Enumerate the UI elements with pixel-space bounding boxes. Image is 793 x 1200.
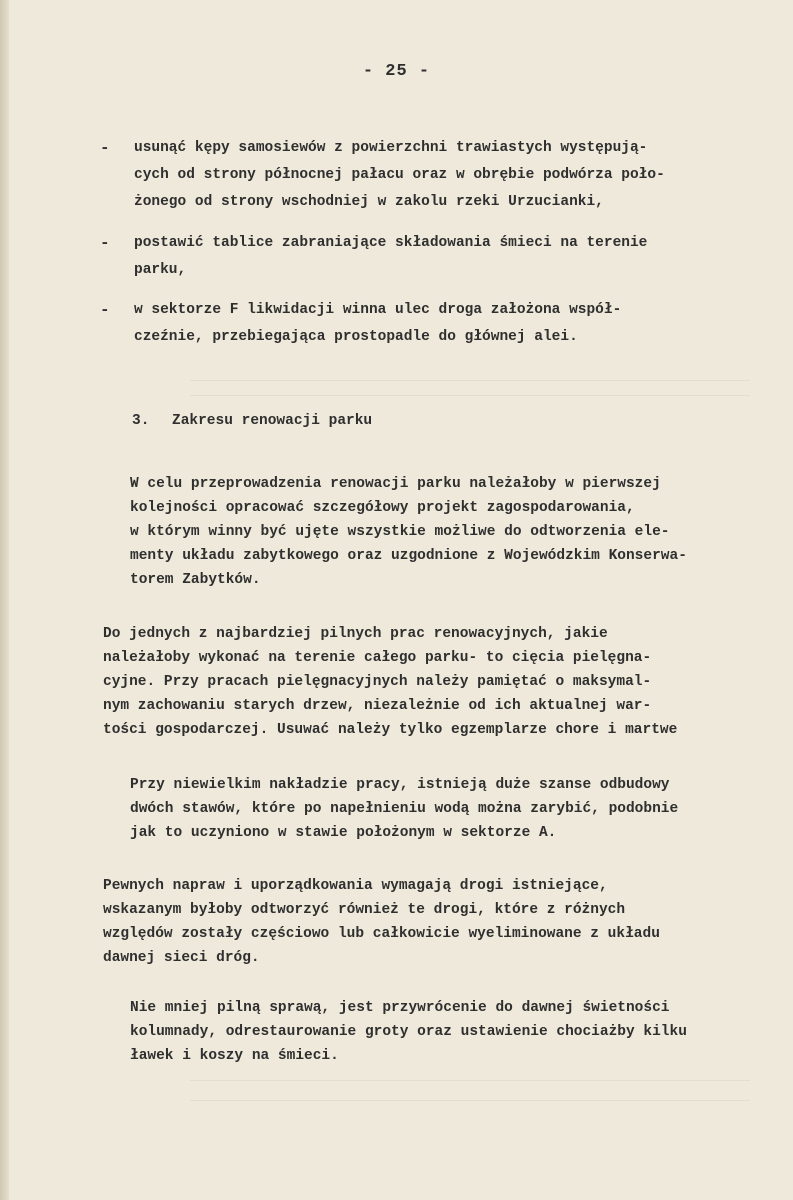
bullet-item bbox=[100, 297, 780, 351]
bullet-dash: - bbox=[100, 234, 110, 252]
bullet-item bbox=[100, 135, 780, 216]
paragraph: Przy niewielkim nakładzie pracy, istnieją duże szanse odbudowy dwóch stawów, które po napełnieniu wodą można zarybić, podobnie jak to uczyniono w stawie położonym w sektorze A. bbox=[130, 777, 679, 841]
bullet-dash: - bbox=[100, 301, 110, 319]
section-heading bbox=[132, 408, 372, 435]
bleed-through-line bbox=[190, 1100, 750, 1101]
paragraph: Pewnych napraw i uporządkowania wymagają drogi istniejące, wskazanym byłoby odtworzyć również te drogi, które z różnych względów zostały częściowo lub całkowicie wyeliminowane z układu dawnej sieci dróg. bbox=[103, 878, 660, 966]
bullet-text: w sektorze F likwidacji winna ulec droga założona współ- czeźnie, przebiegająca prostopadle do głównej alei. bbox=[134, 302, 622, 345]
paragraph: Do jednych z najbardziej pilnych prac renowacyjnych, jakie należałoby wykonać na terenie całego parku- to cięcia pielęgna- cyjne. Przy pracach pielęgnacyjnych należy pamiętać o maksymal- nym zachowaniu starych drzew, niezależnie od ich aktualnej war- tości gospodarczej. Usuwać należy tylko egzemplarze chore i martwe bbox=[103, 626, 678, 738]
bullet-text: usunąć kępy samosiewów z powierzchni trawiastych występują- cych od strony północnej pałacu oraz w obrębie podwórza poło- żonego od strony wschodniej w zakolu rzeki Urzucianki, bbox=[134, 140, 665, 210]
bleed-through-line bbox=[190, 1080, 750, 1081]
bleed-through-line bbox=[190, 380, 750, 381]
bullet-dash: - bbox=[100, 139, 110, 157]
section-title: Zakresu renowacji parku bbox=[172, 413, 373, 429]
bleed-through-line bbox=[190, 395, 750, 396]
paragraph: W celu przeprowadzenia renowacji parku należałoby w pierwszej kolejności opracować szczegółowy projekt zagospodarowania, w którym winny być ujęte wszystkie możliwe do odtworzenia ele- menty układu zabytkowego oraz uzgodnione z Wojewódzkim Konserwa- torem Zabytków. bbox=[130, 476, 687, 588]
page-edge-shadow bbox=[0, 0, 9, 1200]
bullet-text: postawić tablice zabraniające składowania śmieci na terenie parku, bbox=[134, 235, 648, 278]
bullet-item bbox=[100, 230, 780, 284]
paragraph: Nie mniej pilną sprawą, jest przywrócenie do dawnej świetności kolumnady, odrestaurowanie groty oraz ustawienie chociażby kilku ławek i koszy na śmieci. bbox=[130, 1000, 687, 1064]
section-number: 3. bbox=[132, 413, 150, 429]
page-number: - 25 - bbox=[362, 62, 431, 81]
